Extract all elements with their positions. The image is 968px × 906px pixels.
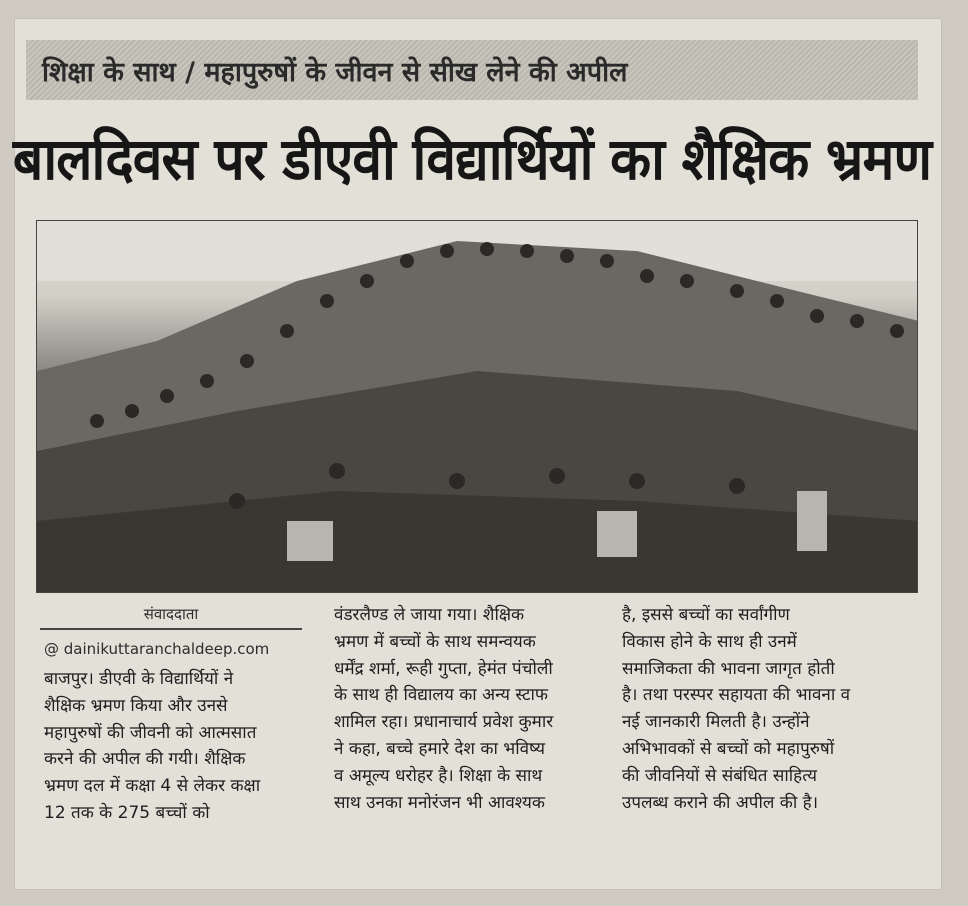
- column-line: 12 तक के 275 बच्चों को: [44, 802, 210, 823]
- byline-rule: [40, 628, 302, 630]
- column-line: धर्मेंद्र शर्मा, रूही गुप्ता, हेमंत पंचोली: [334, 658, 553, 679]
- column-line: महापुरुषों की जीवनी को आत्मसात: [44, 722, 257, 743]
- column-line: साथ उनका मनोरंजन भी आवश्यक: [334, 792, 545, 813]
- kicker-bar: [26, 40, 918, 100]
- column-line: नई जानकारी मिलती है। उन्होंने: [622, 712, 810, 733]
- column-line: अभिभावकों से बच्चों को महापुरुषों: [622, 738, 835, 759]
- column-line: बाजपुर। डीएवी के विद्यार्थियों ने: [44, 669, 234, 689]
- article-column-3: [622, 602, 850, 816]
- column-line: करने की अपील की गयी। शैक्षिक: [44, 749, 246, 770]
- column-line: वंडरलैण्ड ले जाया गया। शैक्षिक: [334, 605, 525, 625]
- column-line: ने कहा, बच्चे हमारे देश का भविष्य: [334, 738, 545, 759]
- group-photo-icon: [37, 221, 918, 593]
- column-line: के साथ ही विद्यालय का अन्य स्टाफ: [334, 685, 549, 706]
- kicker-text: शिक्षा के साथ / महापुरुषों के जीवन से सीख लेने की अपील: [42, 56, 628, 88]
- column-line: शैक्षिक भ्रमण किया और उनसे: [44, 695, 228, 716]
- column-line: की जीवनियों से संबंधित साहित्य: [622, 765, 817, 786]
- source-url: @ dainikuttaranchaldeep.com: [44, 640, 270, 658]
- column-line: भ्रमण में बच्चों के साथ समन्वयक: [334, 631, 536, 652]
- column-line: उपलब्ध कराने की अपील की है।: [622, 792, 819, 813]
- column-line: है, इससे बच्चों का सर्वांगीण: [622, 605, 790, 625]
- article-column-1: [44, 666, 260, 827]
- column-line: है। तथा परस्पर सहायता की भावना व: [622, 685, 851, 706]
- headline-block: [12, 108, 932, 204]
- group-photo: [36, 220, 918, 593]
- column-line: शामिल रहा। प्रधानाचार्य प्रवेश कुमार: [334, 712, 554, 733]
- column-line: समाजिकता की भावना जागृत होती: [622, 658, 835, 679]
- column-line: भ्रमण दल में कक्षा 4 से लेकर कक्षा: [44, 776, 261, 797]
- article-column-2: [334, 602, 553, 816]
- column-line: विकास होने के साथ ही उनमें: [622, 631, 797, 652]
- byline: संवाददाता: [143, 605, 199, 623]
- column-line: व अमूल्य धरोहर है। शिक्षा के साथ: [334, 765, 543, 786]
- headline: बालदिवस पर डीएवी विद्यार्थियों का शैक्षिक भ्रमण: [12, 124, 932, 193]
